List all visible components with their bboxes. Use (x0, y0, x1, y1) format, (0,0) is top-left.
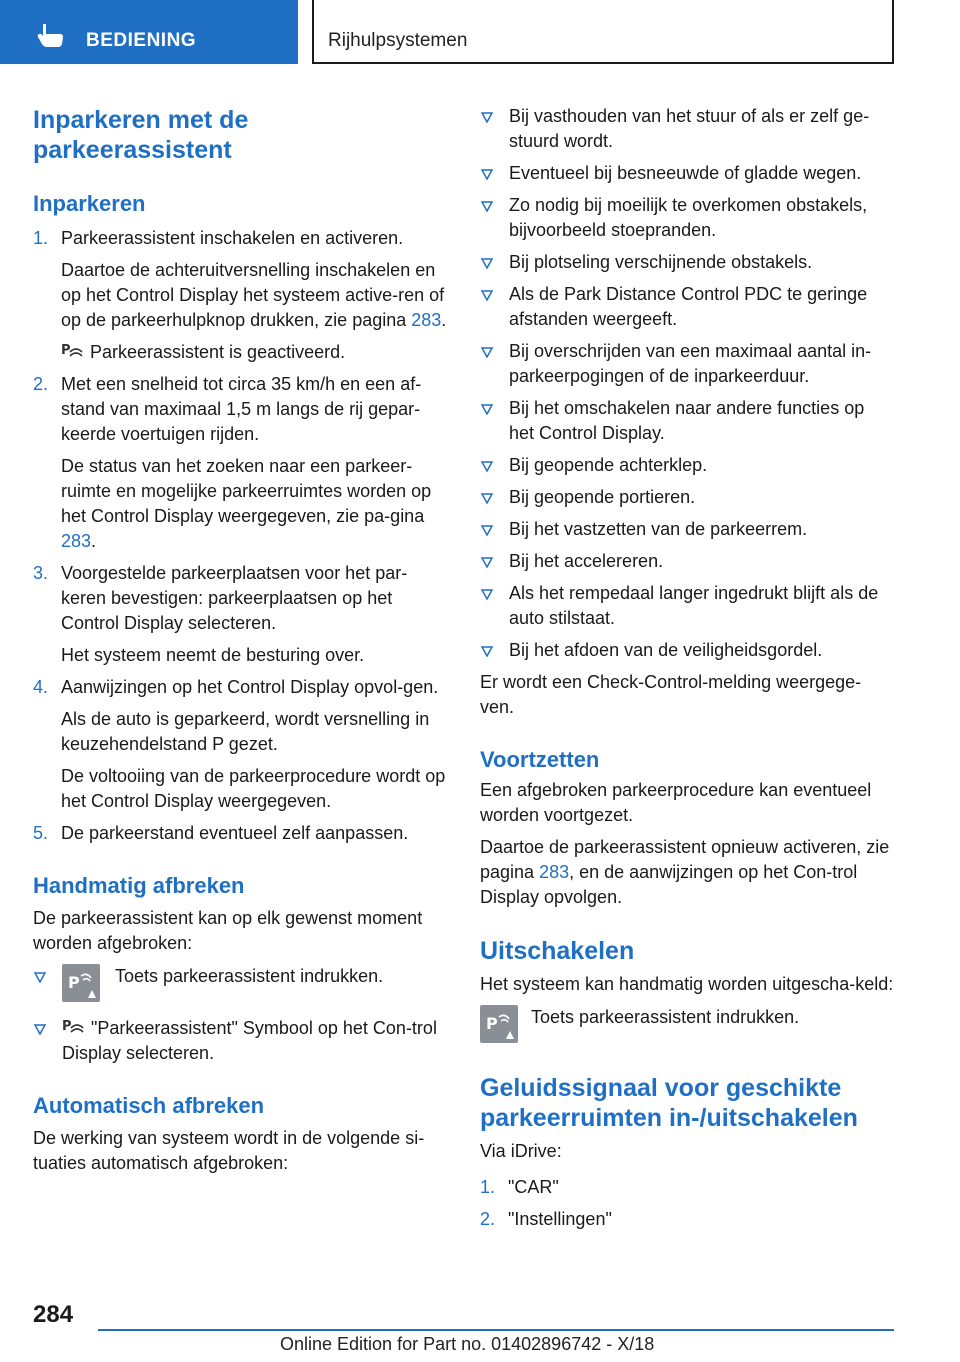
auto-abort-intro: De werking van systeem wordt in de volgende si-tuaties automatisch afgebroken: (33, 1128, 425, 1173)
hand-pointer-icon (36, 22, 64, 48)
parking-button-image (480, 1005, 518, 1043)
page-link[interactable]: 283 (61, 531, 92, 551)
chapter-header (312, 0, 894, 64)
bullet-triangle-icon (481, 461, 493, 472)
manual-abort-heading: Handmatig afbreken (33, 873, 245, 898)
bullet-triangle-icon (481, 557, 493, 568)
list-item: Bij geopende achterklep. (480, 453, 894, 478)
page-link[interactable]: 283 (411, 310, 442, 330)
svg-text:P: P (62, 1019, 72, 1034)
continue-heading: Voortzetten (480, 747, 600, 772)
bullet-triangle-icon (34, 972, 46, 983)
sound-heading: Geluidssignaal voor geschikte parkeerruimten in-/uitschakelen (480, 1074, 858, 1132)
list-item: 1. "CAR" (480, 1177, 559, 1197)
list-item: Bij het accelereren. (480, 549, 894, 574)
parking-assistant-icon (62, 1018, 84, 1036)
parking-button-icon (480, 1005, 518, 1043)
bullet-triangle-icon (481, 290, 493, 301)
parking-button-icon (62, 964, 100, 1002)
list-item: P "Parkeerassistent" Symbool op het Con-trol Display selecteren. (33, 1016, 447, 1066)
footer-divider (98, 1329, 894, 1331)
check-control-note: Er wordt een Check-Control-melding weergege-ven. (480, 672, 862, 717)
bullet-triangle-icon (481, 347, 493, 358)
list-item: Bij vasthouden van het stuur of als er zelf ge-stuurd wordt. (480, 104, 894, 154)
bullet-triangle-icon (481, 112, 493, 123)
list-item: Als de Park Distance Control PDC te geringe afstanden weergeeft. (480, 282, 894, 332)
list-item: Bij het afdoen van de veiligheidsgordel. (480, 638, 894, 663)
via-idrive: Via iDrive: (480, 1141, 562, 1161)
list-item: 5. De parkeerstand eventueel zelf aanpassen. (33, 823, 409, 843)
list-item: Bij geopende portieren. (480, 485, 894, 510)
continue-p1: Een afgebroken parkeerprocedure kan eventueel worden voortgezet. (480, 780, 872, 825)
svg-text:P: P (486, 1014, 498, 1033)
section-label: BEDIENING (86, 30, 197, 51)
left-column (33, 100, 447, 1176)
main-heading: Inparkeren met de parkeerassistent (33, 106, 249, 164)
continue-p2: Daartoe de parkeerassistent opnieuw activeren, zie pagina 283, en de aanwijzingen op het Con-trol Display opvolgen. (480, 837, 890, 907)
bullet-triangle-icon (481, 258, 493, 269)
parking-button-image (62, 964, 100, 1002)
off-p1: Het systeem kan handmatig worden uitgescha-keld: (480, 974, 894, 994)
list-item: Bij het vastzetten van de parkeerrem. (480, 517, 894, 542)
auto-abort-heading: Automatisch afbreken (33, 1093, 265, 1118)
chapter-title: Rijhulpsystemen (328, 30, 468, 51)
svg-text:P: P (61, 343, 71, 358)
list-item: 3. Voorgestelde parkeerplaatsen voor het par-keren bevestigen: parkeerplaatsen op het Control Display selecteren. Het systeem neemt de besturing over. (33, 563, 408, 665)
page-number: 284 (33, 1301, 74, 1328)
right-column (480, 104, 894, 1232)
list-item: Zo nodig bij moeilijk te overkomen obstakels, bijvoorbeeld stoepranden. (480, 193, 894, 243)
list-item: 4. Aanwijzingen op het Control Display opvol-gen. Als de auto is geparkeerd, wordt versnelling in keuzehendelstand P gezet. De voltooiing van de parkeerprocedure wordt op het Control Display weergegeven. (33, 677, 446, 811)
svg-text:P: P (68, 973, 80, 992)
manual-abort-intro: De parkeerassistent kan op elk gewenst moment worden afgebroken: (33, 908, 423, 953)
bullet-triangle-icon (481, 404, 493, 415)
list-item: Als het rempedaal langer ingedrukt blijft als de auto stilstaat. (480, 581, 894, 631)
section-tab[interactable] (0, 0, 298, 64)
page-link[interactable]: 283 (539, 862, 570, 882)
list-item: Bij plotseling verschijnende obstakels. (480, 250, 894, 275)
bullet-triangle-icon (481, 589, 493, 600)
list-item: 2. "Instellingen" (480, 1209, 612, 1229)
list-item: 2. Met een snelheid tot circa 35 km/h en een af-stand van maximaal 1,5 m langs de rij gepar-keerde voertuigen rijden. De status van het zoeken naar een parkeer-ruimte en mogelijke parkeerruimtes worden op het Control Display weergegeven, zie pa-gina 283. (33, 374, 432, 551)
off-button-row: P Toets parkeerassistent indrukken. (480, 1005, 894, 1043)
list-item: Eventueel bij besneeuwde of gladde wegen. (480, 161, 894, 186)
inparkeren-steps (33, 226, 447, 846)
off-heading: Uitschakelen (480, 937, 635, 965)
bullet-triangle-icon (481, 646, 493, 657)
list-item: Bij het omschakelen naar andere functies op het Control Display. (480, 396, 894, 446)
bullet-triangle-icon (34, 1024, 46, 1035)
auto-abort-list (480, 104, 894, 663)
list-item: 1. Parkeerassistent inschakelen en activeren. Daartoe de achteruitversnelling inschakelen en op het Control Display het systeem active-ren of op de parkeerhulpknop drukken, zie pagina 283. P Parkeerassistent is geactiveerd. (33, 228, 447, 362)
list-item: P Toets parkeerassistent indrukken. (33, 964, 447, 1002)
bullet-triangle-icon (481, 525, 493, 536)
parking-assistant-icon (61, 342, 83, 360)
bullet-triangle-icon (481, 493, 493, 504)
bullet-triangle-icon (481, 169, 493, 180)
edition-text: Online Edition for Part no. 01402896742 - X/18 (280, 1334, 655, 1354)
inparkeren-heading: Inparkeren (33, 191, 146, 216)
bullet-triangle-icon (481, 201, 493, 212)
list-item: Bij overschrijden van een maximaal aantal in-parkeerpogingen of de inparkeerduur. (480, 339, 894, 389)
